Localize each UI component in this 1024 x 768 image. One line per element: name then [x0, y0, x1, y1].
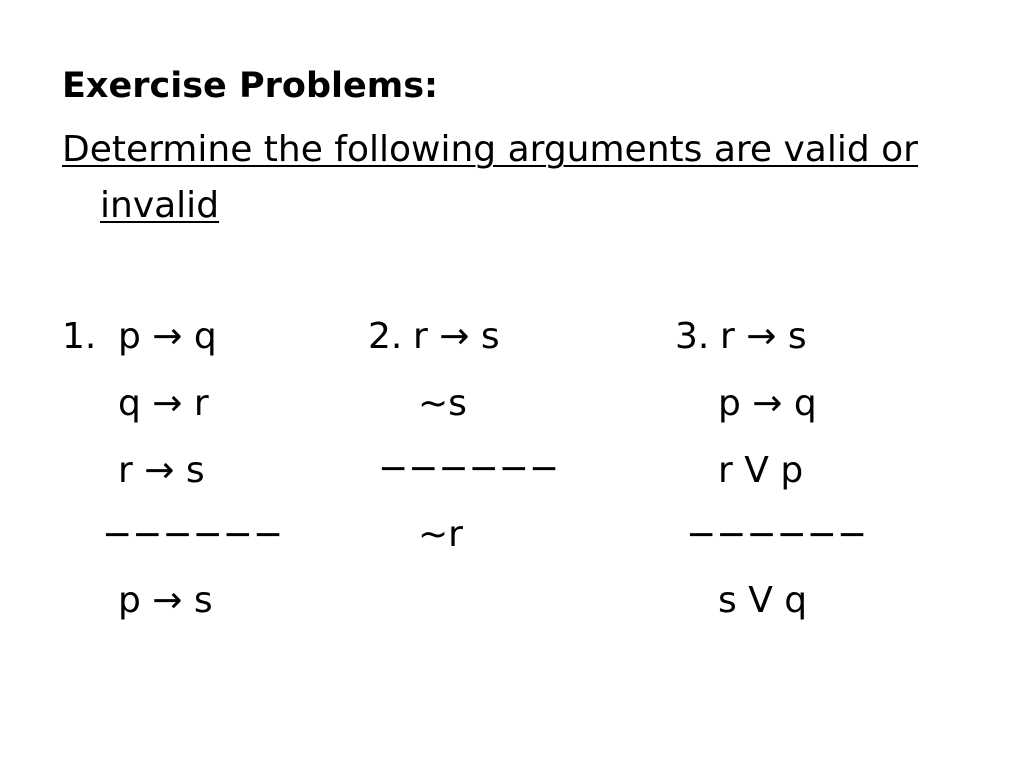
instructions-line-2: invalid: [100, 185, 220, 226]
problem-1-number: 1.: [62, 316, 97, 357]
problem-3-separator: −−−−−−: [686, 514, 867, 555]
problem-1-premise-3: r → s: [118, 450, 205, 491]
problem-2-separator: −−−−−−: [378, 448, 559, 489]
problem-1-premise-2: q → r: [118, 383, 209, 424]
problem-3-premise-1: r → s: [720, 316, 807, 357]
problem-3-conclusion: s V q: [718, 580, 808, 621]
instructions-line-1: Determine the following arguments are valid or: [62, 129, 918, 170]
problem-2-premise-2: ~s: [418, 383, 467, 424]
problem-3-premise-3: r V p: [718, 450, 804, 491]
page-title: Exercise Problems:: [62, 66, 439, 106]
problem-3-premise-2: p → q: [718, 383, 817, 424]
problem-2-conclusion: ~r: [418, 514, 463, 555]
problem-2-number: 2.: [368, 316, 403, 357]
problem-1-premise-1: p → q: [118, 316, 217, 357]
problem-1-separator: −−−−−−: [102, 514, 283, 555]
problem-3-number: 3.: [675, 316, 710, 357]
problem-1-conclusion: p → s: [118, 580, 213, 621]
problem-2-premise-1: r → s: [413, 316, 500, 357]
